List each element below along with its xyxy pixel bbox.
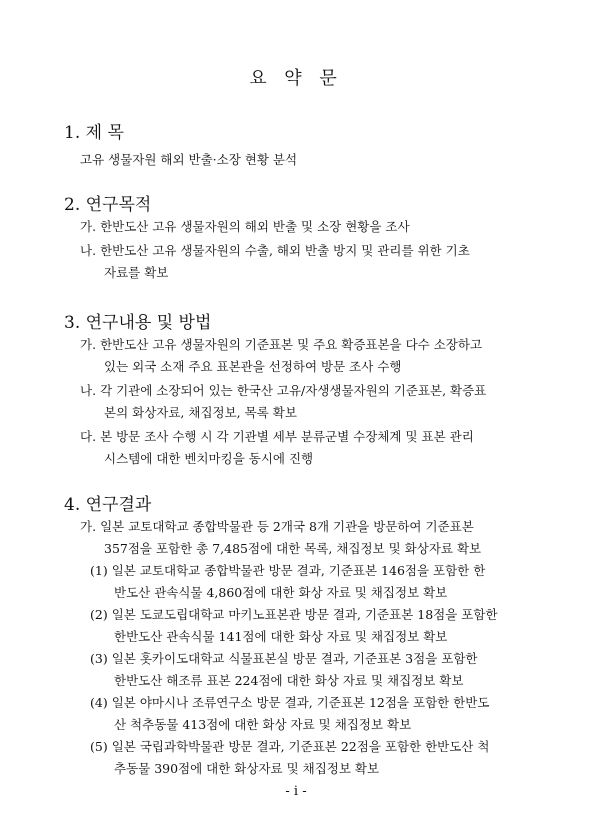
section-heading-purpose: 2. 연구목적 bbox=[64, 195, 152, 215]
page-number: - i - bbox=[285, 784, 307, 799]
item-text: 일본 교토대학교 종합박물관 등 2개국 8개 기관을 방문하여 기준표본 bbox=[100, 519, 474, 534]
subitem-marker: (2) bbox=[90, 607, 108, 622]
subitem-text: 일본 야마시나 조류연구소 방문 결과, 기준표본 12점을 포함한 한반도 bbox=[111, 695, 490, 710]
subitem-text-continuation: 반도산 관속식물 4,860점에 대한 화상 자료 및 채집정보 확보 bbox=[114, 585, 448, 600]
item-text-continuation: 자료를 확보 bbox=[104, 265, 169, 280]
methods-item-da bbox=[80, 426, 540, 470]
methods-item-ga bbox=[80, 334, 540, 378]
subitem-text-continuation: 한반도산 관속식물 141점에 대한 화상 자료 및 채집정보 확보 bbox=[114, 629, 448, 644]
item-marker: 가. bbox=[80, 519, 97, 534]
section-heading-results: 4. 연구결과 bbox=[64, 495, 152, 515]
subitem-marker: (3) bbox=[90, 651, 108, 666]
item-text-continuation: 357점을 포함한 총 7,485점에 대한 목록, 채집정보 및 화상자료 확보 bbox=[104, 541, 482, 556]
item-text-continuation: 본의 화상자료, 채집정보, 목록 확보 bbox=[104, 405, 297, 420]
item-text: 각 기관에 소장되어 있는 한국산 고유/자생생물자원의 기준표본, 확증표 bbox=[100, 383, 487, 398]
subitem-text: 일본 교토대학교 종합박물관 방문 결과, 기준표본 146점을 포함한 한 bbox=[111, 563, 486, 578]
item-marker: 가. bbox=[80, 337, 97, 352]
subitem-marker: (4) bbox=[90, 695, 108, 710]
item-text: 한반도산 고유 생물자원의 기준표본 및 주요 확증표본을 다수 소장하고 bbox=[100, 337, 483, 352]
subitem-text-continuation: 추동물 390점에 대한 화상자료 및 채집정보 확보 bbox=[114, 761, 380, 776]
subitem-text: 일본 국립과학박물관 방문 결과, 기준표본 22점을 포함한 한반도산 척 bbox=[111, 739, 490, 754]
item-marker: 다. bbox=[80, 429, 97, 444]
item-text: 한반도산 고유 생물자원의 수출, 해외 반출 방지 및 관리를 위한 기초 bbox=[100, 243, 470, 258]
subitem-text: 일본 홋카이도대학교 식물표본실 방문 결과, 기준표본 3점을 포함한 bbox=[111, 651, 478, 666]
subitem-text: 일본 도쿄도립대학교 마키노표본관 방문 결과, 기준표본 18점을 포함한 bbox=[111, 607, 498, 622]
project-title-text: 고유 생물자원 해외 반출·소장 현황 분석 bbox=[80, 152, 298, 167]
item-text: 본 방문 조사 수행 시 각 기관별 세부 분류군별 수장체계 및 표본 관리 bbox=[100, 429, 474, 444]
results-subitem-4 bbox=[90, 692, 550, 736]
results-item-ga bbox=[80, 516, 540, 560]
item-marker: 가. bbox=[80, 219, 97, 234]
document-title: 요 약 문 bbox=[249, 68, 343, 89]
methods-item-na bbox=[80, 380, 540, 424]
results-subitem-1 bbox=[90, 560, 550, 604]
purpose-item-ga bbox=[80, 216, 540, 238]
item-text: 한반도산 고유 생물자원의 해외 반출 및 소장 현황을 조사 bbox=[100, 219, 410, 234]
item-marker: 나. bbox=[80, 383, 97, 398]
item-text-continuation: 있는 외국 소재 주요 표본관을 선정하여 방문 조사 수행 bbox=[104, 359, 402, 374]
section-heading-methods: 3. 연구내용 및 방법 bbox=[64, 313, 212, 333]
section-heading-title: 1. 제 목 bbox=[64, 123, 124, 143]
subitem-text-continuation: 한반도산 해조류 표본 224점에 대한 화상 자료 및 채집정보 확보 bbox=[114, 673, 464, 688]
results-subitem-5 bbox=[90, 736, 550, 780]
subitem-text-continuation: 산 척추동물 413점에 대한 화상 자료 및 채집정보 확보 bbox=[114, 717, 412, 732]
item-text-continuation: 시스템에 대한 벤치마킹을 동시에 진행 bbox=[104, 451, 314, 466]
item-marker: 나. bbox=[80, 243, 97, 258]
purpose-item-na bbox=[80, 240, 540, 284]
results-subitem-2 bbox=[90, 604, 550, 648]
subitem-marker: (1) bbox=[90, 563, 108, 578]
subitem-marker: (5) bbox=[90, 739, 108, 754]
results-subitem-3 bbox=[90, 648, 550, 692]
